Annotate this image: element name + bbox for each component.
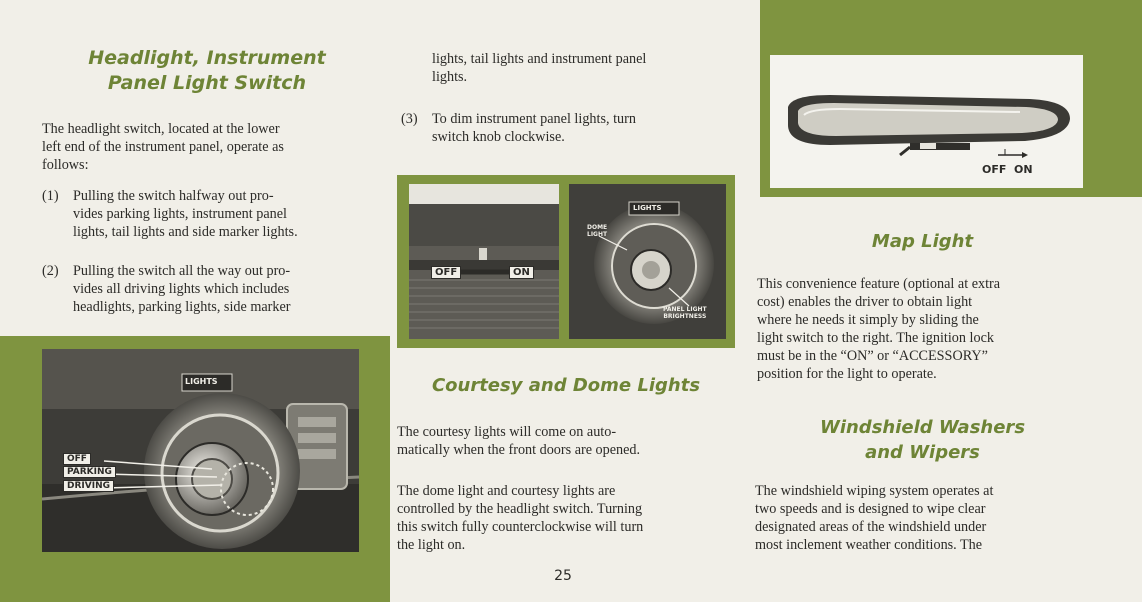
- on-label: ON: [509, 266, 534, 279]
- list-number: (1): [42, 188, 59, 204]
- headlight-switch-photo: [42, 349, 359, 552]
- lights-label: LIGHTS: [185, 377, 218, 386]
- continued-paragraph: lights, tail lights and instrument panel lights.: [432, 51, 647, 85]
- off-label: OFF: [63, 453, 91, 465]
- intro-paragraph: The headlight switch, located at the lower left end of the instrument panel, operate as follows:: [42, 121, 284, 173]
- rearview-mirror-photo: [770, 55, 1083, 188]
- heading-headlight-switch: Headlight, Instrument Panel Light Switch: [88, 47, 326, 94]
- panel-brightness-label: PANEL LIGHT BRIGHTNESS: [663, 306, 707, 320]
- dash-slider-photo: [409, 184, 559, 339]
- heading-courtesy-dome-lights: Courtesy and Dome Lights: [431, 375, 701, 396]
- dome-paragraph: The dome light and courtesy lights are controlled by the headlight switch. Turning this switch fully counterclockwise will turn the light on.: [397, 483, 644, 553]
- parking-label: PARKING: [63, 466, 116, 478]
- list-text: Pulling the switch all the way out pro- vides all driving lights which includes headlights, parking lights, side marker: [73, 263, 291, 315]
- map-light-paragraph: This convenience feature (optional at extra cost) enables the driver to obtain light where he needs it simply by sliding the light switch to the right. The ignition lock must be in the “ON” or “ACCESSORY” position for the light to operate.: [757, 276, 1001, 382]
- off-label: OFF: [431, 266, 461, 279]
- heading-map-light: Map Light: [871, 231, 974, 252]
- driving-label: DRIVING: [63, 480, 114, 492]
- courtesy-paragraph: The courtesy lights will come on auto- matically when the front doors are opened.: [397, 424, 641, 458]
- wiper-paragraph: The windshield wiping system operates at two speeds and is designed to wipe clear designated areas of the windshield under most inclement weather conditions. The: [755, 483, 994, 553]
- list-number: (3): [401, 111, 418, 127]
- lights-label: LIGHTS: [633, 204, 662, 212]
- dome-light-switch-photo: [569, 184, 726, 339]
- list-text: Pulling the switch halfway out pro- vides parking lights, instrument panel lights, tail lights and side marker lights.: [73, 188, 298, 240]
- list-text: To dim instrument panel lights, turn switch knob clockwise.: [432, 111, 636, 145]
- heading-windshield-wipers: Windshield Washers and Wipers: [819, 417, 1026, 463]
- off-on-label: OFF ON: [982, 163, 1033, 176]
- page-number: 25: [554, 568, 572, 584]
- dome-light-label: DOME LIGHT: [587, 224, 608, 238]
- list-number: (2): [42, 263, 59, 279]
